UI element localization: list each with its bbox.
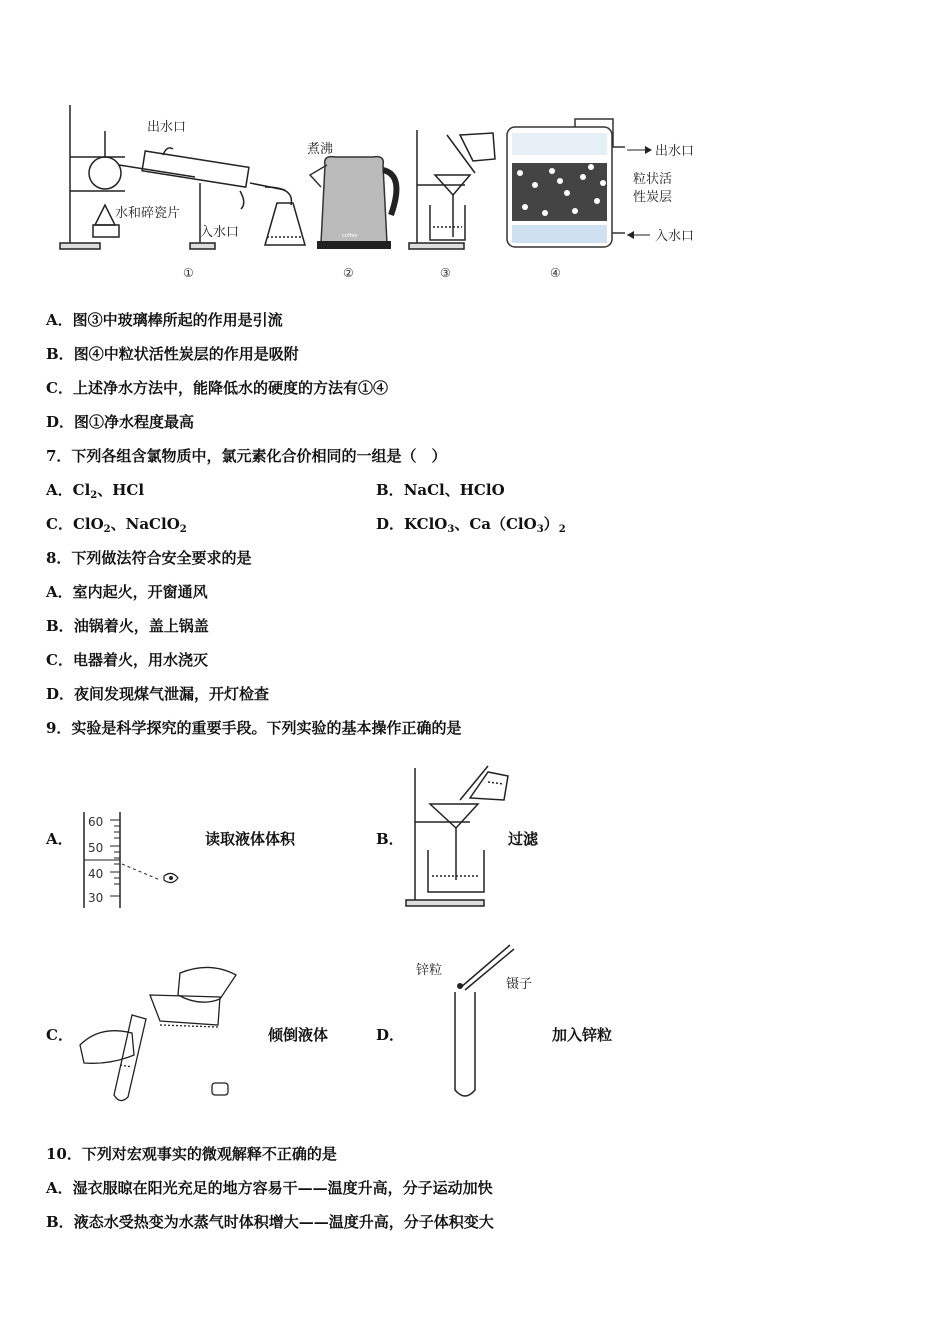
subscript: 2: [179, 524, 187, 535]
q9-option-a-key: A．: [46, 830, 73, 848]
q6-option-c: [46, 378, 388, 398]
formula: ClO: [72, 515, 104, 533]
q9-option-c-caption: 倾倒液体: [268, 1026, 329, 1044]
q9-option-d-key: D．: [376, 1026, 405, 1044]
option-key: C．: [46, 515, 73, 533]
option-text: 夜间发现煤气泄漏，开灯检查: [74, 685, 270, 703]
tweezers-label: 镊子: [506, 977, 533, 992]
formula: NaCl、HClO: [403, 481, 505, 499]
option-key: B．: [46, 1213, 74, 1231]
kettle: [310, 157, 396, 249]
q9-option-d-caption: 加入锌粒: [552, 1026, 613, 1044]
option-key: C．: [46, 651, 73, 669]
option-text: 油锅着火，盖上锅盖: [73, 617, 209, 635]
subscript: 3: [447, 524, 455, 535]
figure-number-3: ③: [440, 266, 451, 280]
option-text: 图③中玻璃棒所起的作用是引流: [72, 311, 283, 329]
zinc-label: 锌粒: [416, 963, 443, 978]
option-key: A．: [46, 311, 73, 329]
formula: ）: [543, 515, 559, 533]
q6-option-d: [46, 412, 194, 432]
subscript: 2: [90, 490, 98, 501]
option-key: D．: [46, 413, 75, 431]
water-purification-figure: [55, 95, 715, 290]
option-key: A．: [46, 583, 73, 601]
cylinder-tick-40: 40: [88, 867, 104, 881]
q8-stem: 8．下列做法符合安全要求的是: [46, 549, 252, 567]
q7-option-c: [46, 514, 187, 540]
graduated-cylinder-figure: [80, 808, 190, 912]
option-key: B．: [376, 481, 404, 499]
q9-option-a-caption: 读取液体体积: [205, 830, 296, 848]
subscript: 2: [103, 524, 111, 535]
formula: 、Ca（ClO: [454, 515, 537, 533]
outlet-label-4: 出水口: [655, 144, 695, 159]
option-text: 室内起火，开窗通风: [72, 583, 208, 601]
q10-stem: 10．下列对宏观事实的微观解释不正确的是: [46, 1145, 337, 1163]
inlet-label-4: 入水口: [655, 229, 695, 244]
carbon-label-line2: 性炭层: [633, 190, 673, 205]
outlet-label-1: 出水口: [147, 120, 187, 135]
filtration-figure: [400, 760, 515, 910]
water-chips-label: 水和碎瓷片: [115, 206, 181, 221]
option-text: 图④中粒状活性炭层的作用是吸附: [73, 345, 299, 363]
filtration-apparatus: [409, 130, 495, 249]
zinc-granule-figure: [410, 940, 550, 1105]
option-key: B．: [46, 345, 74, 363]
q8-option-c: [46, 650, 208, 670]
option-key: C．: [46, 379, 73, 397]
carbon-filter-apparatus: [507, 119, 652, 247]
q9-option-b-caption: 过滤: [508, 830, 539, 848]
q8-option-b: [46, 616, 209, 636]
q10-option-a: [46, 1178, 493, 1198]
q10-option-b: [46, 1212, 494, 1232]
formula: Cl: [72, 481, 91, 499]
option-key: D．: [376, 515, 405, 533]
option-key: A．: [46, 481, 73, 499]
figure-number-1: ①: [183, 266, 194, 280]
formula: 、HCl: [97, 481, 145, 499]
q9-stem: 9．实验是科学探究的重要手段。下列实验的基本操作正确的是: [46, 719, 462, 737]
option-key: D．: [46, 685, 75, 703]
formula: 、NaClO: [110, 515, 180, 533]
option-text: 电器着火，用水浇灭: [72, 651, 208, 669]
q7-option-b: [376, 480, 505, 500]
q8-option-d: [46, 684, 269, 704]
zinc-granule: [457, 983, 463, 989]
inlet-label-1: 入水口: [200, 225, 240, 240]
figure-number-2: ②: [343, 266, 354, 280]
option-text: 上述净水方法中，能降低水的硬度的方法有①④: [72, 379, 388, 397]
cylinder-tick-50: 50: [88, 841, 104, 855]
q6-option-a: [46, 310, 283, 330]
q7-option-a: [46, 480, 144, 506]
kettle-brand: coffee: [342, 233, 358, 239]
q9-option-b-key: B．: [376, 830, 404, 848]
subscript: 3: [536, 524, 544, 535]
cylinder-tick-30: 30: [88, 891, 104, 905]
figure-number-4: ④: [550, 266, 561, 280]
q6-option-b: [46, 344, 299, 364]
q9-option-c-key: C．: [46, 1026, 73, 1044]
cylinder-tick-60: 60: [88, 815, 104, 829]
option-text: 湿衣服晾在阳光充足的地方容易干——温度升高，分子运动加快: [72, 1179, 493, 1197]
carbon-label-line1: 粒状活: [633, 172, 673, 187]
option-key: A．: [46, 1179, 73, 1197]
formula: KClO: [404, 515, 448, 533]
subscript: 2: [558, 524, 566, 535]
q7-stem: 7．下列各组含氯物质中，氯元素化合价相同的一组是（ ）: [46, 447, 447, 465]
option-key: B．: [46, 617, 74, 635]
boil-label: 煮沸: [307, 142, 334, 157]
pouring-liquid-figure: [70, 955, 250, 1105]
option-text: 图①净水程度最高: [74, 413, 195, 431]
option-text: 液态水受热变为水蒸气时体积增大——温度升高，分子体积变大: [73, 1213, 494, 1231]
q7-option-d: [376, 514, 566, 540]
q8-option-a: [46, 582, 208, 602]
